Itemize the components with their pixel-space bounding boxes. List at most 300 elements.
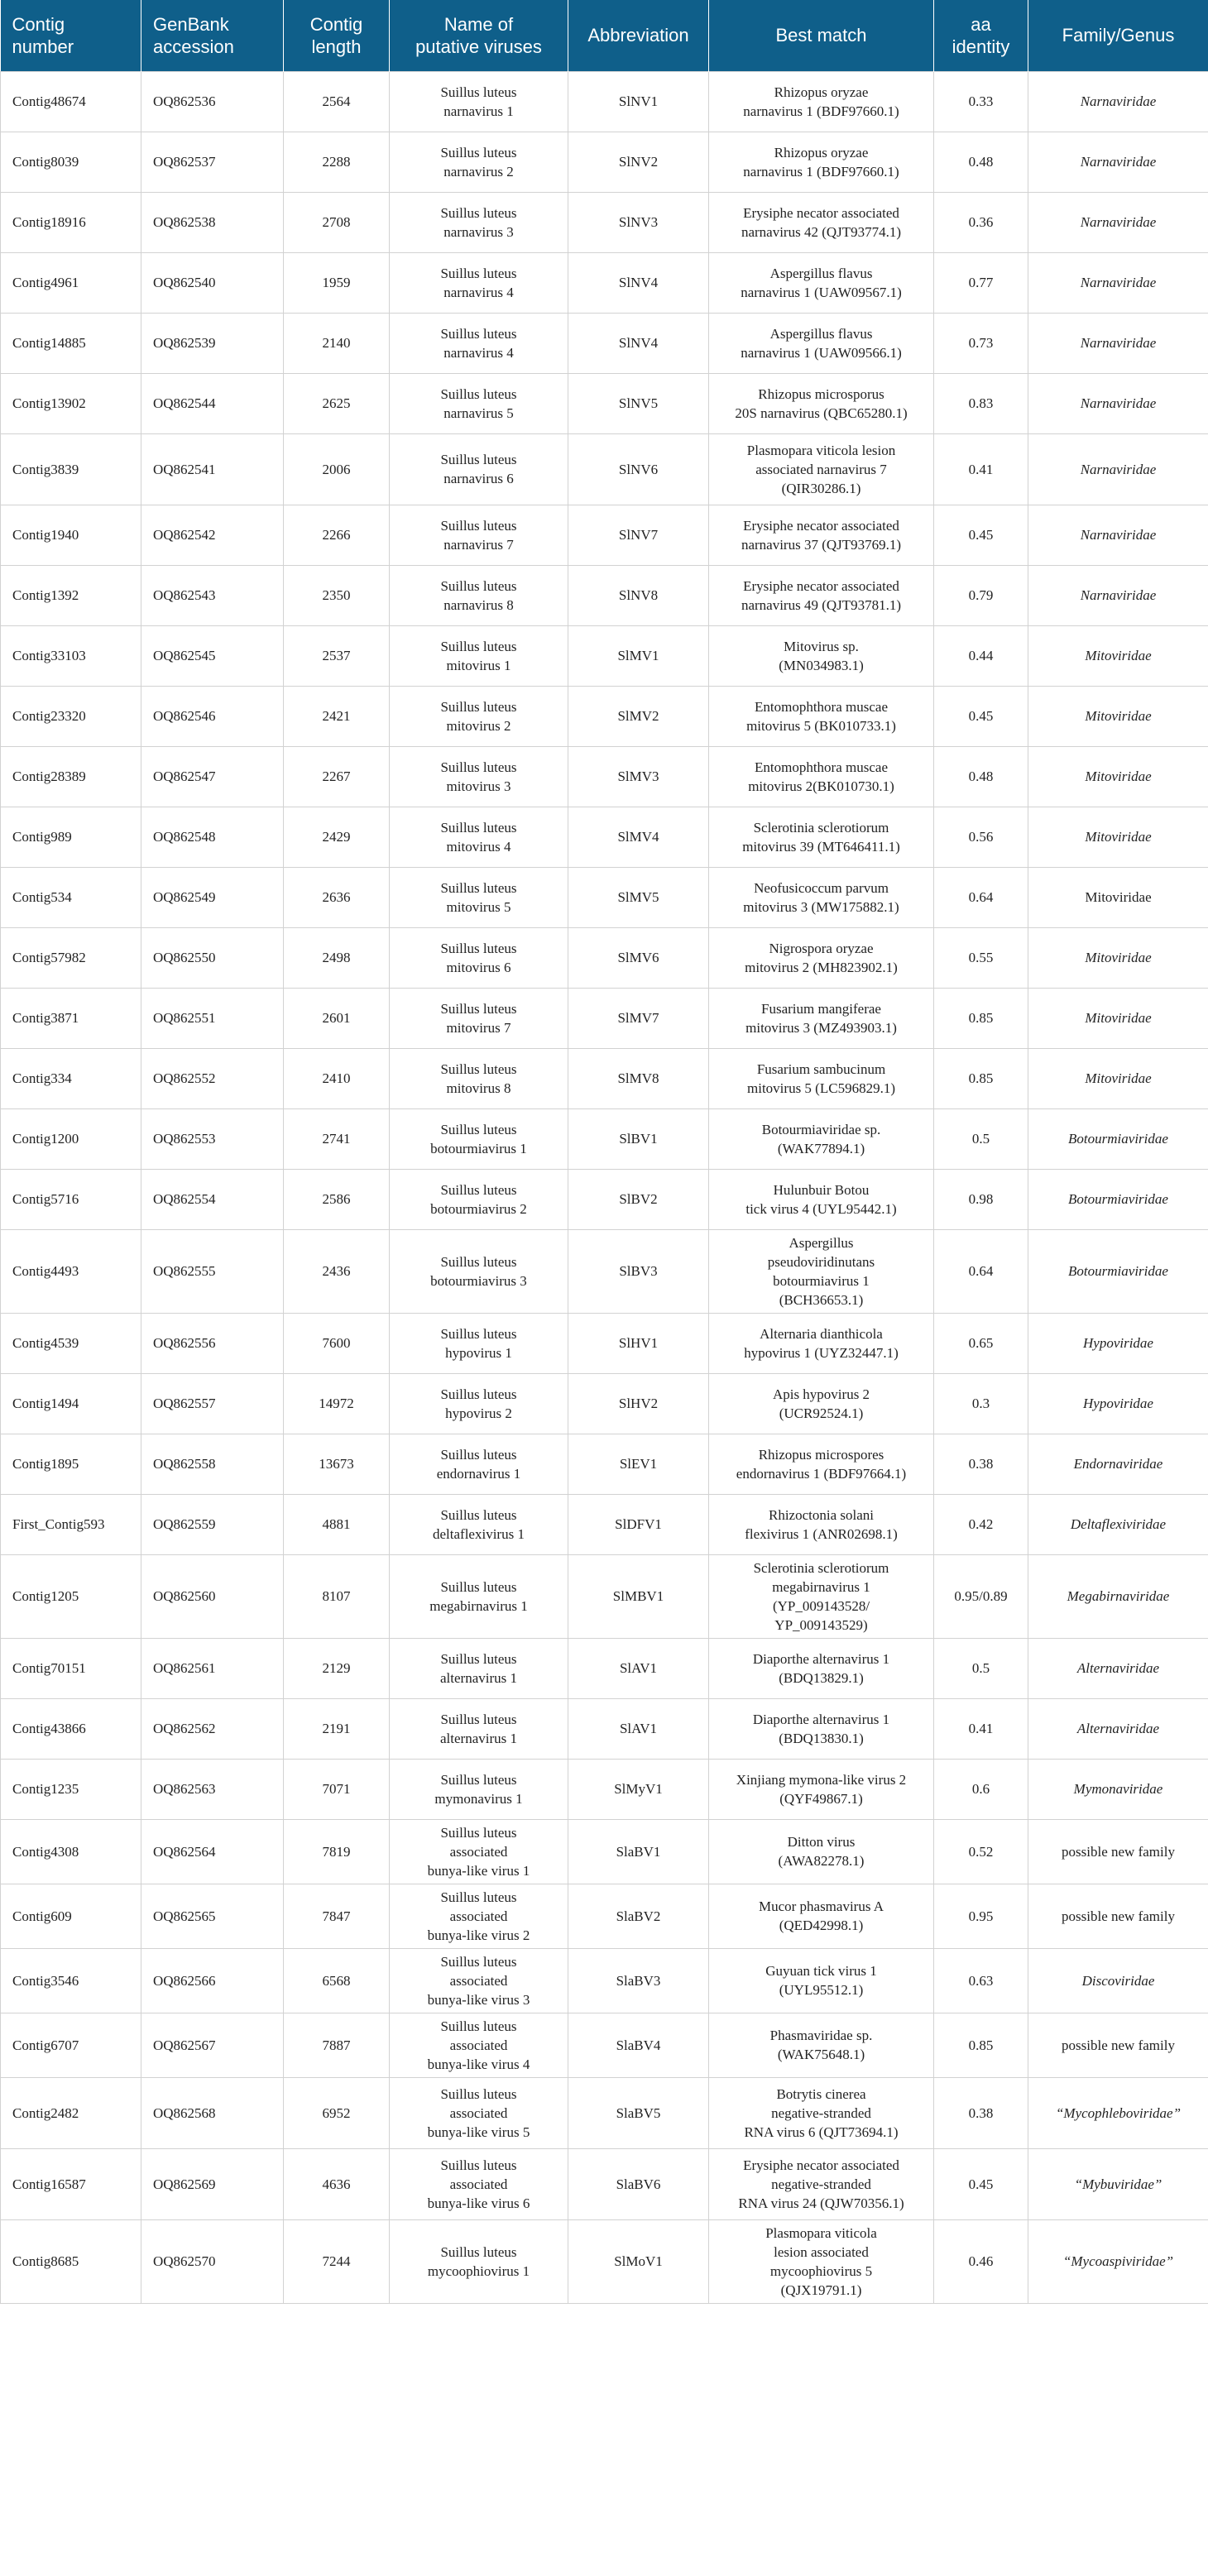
abbreviation-cell: SlNV2 xyxy=(568,132,709,192)
header-virus-name: Name of putative viruses xyxy=(390,0,568,71)
virus-name-cell: Suillus luteus megabirnavirus 1 xyxy=(390,1554,568,1638)
contig-length-cell: 2191 xyxy=(284,1698,390,1759)
virus-name-cell: Suillus luteus associated bunya-like virus 5 xyxy=(390,2077,568,2148)
table-row xyxy=(1,1373,1208,1434)
table-row xyxy=(1,867,1208,927)
abbreviation-cell: SlaBV1 xyxy=(568,1819,709,1884)
contig-length-cell: 8107 xyxy=(284,1554,390,1638)
aa-identity-cell: 0.48 xyxy=(934,746,1028,807)
best-match-cell: Erysiphe necator associated narnavirus 37 (QJT93769.1) xyxy=(709,505,934,565)
aa-identity-cell: 0.79 xyxy=(934,565,1028,625)
best-match-cell: Erysiphe necator associated narnavirus 49 (QJT93781.1) xyxy=(709,565,934,625)
best-match-cell: Rhizopus oryzae narnavirus 1 (BDF97660.1) xyxy=(709,132,934,192)
genbank-accession-cell: OQ862568 xyxy=(141,2077,284,2148)
virus-name-cell: Suillus luteus mitovirus 1 xyxy=(390,625,568,686)
genbank-accession-cell: OQ862548 xyxy=(141,807,284,867)
virus-name-cell: Suillus luteus mitovirus 4 xyxy=(390,807,568,867)
table-row xyxy=(1,1819,1208,1884)
abbreviation-cell: SlAV1 xyxy=(568,1638,709,1698)
virus-name-cell: Suillus luteus narnavirus 1 xyxy=(390,71,568,132)
table-row xyxy=(1,927,1208,988)
best-match-cell: Botourmiaviridae sp. (WAK77894.1) xyxy=(709,1108,934,1169)
virus-name-cell: Suillus luteus botourmiavirus 3 xyxy=(390,1229,568,1313)
header-family-genus: Family/Genus xyxy=(1028,0,1208,71)
best-match-cell: Aspergillus flavus narnavirus 1 (UAW09567.1) xyxy=(709,252,934,313)
family-genus-cell: possible new family xyxy=(1028,2013,1208,2077)
aa-identity-cell: 0.42 xyxy=(934,1494,1028,1554)
abbreviation-cell: SlMyV1 xyxy=(568,1759,709,1819)
contig-number-cell: Contig18916 xyxy=(1,192,141,252)
virus-name-cell: Suillus luteus associated bunya-like virus 3 xyxy=(390,1948,568,2013)
family-genus-cell: Botourmiaviridae xyxy=(1028,1229,1208,1313)
best-match-cell: Alternaria dianthicola hypovirus 1 (UYZ32447.1) xyxy=(709,1313,934,1373)
family-genus-cell: Narnaviridae xyxy=(1028,373,1208,433)
table-row xyxy=(1,807,1208,867)
best-match-cell: Sclerotinia sclerotiorum mitovirus 39 (MT646411.1) xyxy=(709,807,934,867)
genbank-accession-cell: OQ862545 xyxy=(141,625,284,686)
family-genus-cell: Mitoviridae xyxy=(1028,1048,1208,1108)
genbank-accession-cell: OQ862550 xyxy=(141,927,284,988)
table-row xyxy=(1,565,1208,625)
virus-name-cell: Suillus luteus mitovirus 7 xyxy=(390,988,568,1048)
best-match-cell: Diaporthe alternavirus 1 (BDQ13830.1) xyxy=(709,1698,934,1759)
virus-name-cell: Suillus luteus alternavirus 1 xyxy=(390,1638,568,1698)
contig-number-cell: Contig1200 xyxy=(1,1108,141,1169)
header-contig-length: Contig length xyxy=(284,0,390,71)
table-row xyxy=(1,1948,1208,2013)
abbreviation-cell: SlBV1 xyxy=(568,1108,709,1169)
best-match-cell: Plasmopara viticola lesion associated narnavirus 7 (QIR30286.1) xyxy=(709,433,934,505)
family-genus-cell: Narnaviridae xyxy=(1028,252,1208,313)
genbank-accession-cell: OQ862561 xyxy=(141,1638,284,1698)
family-genus-cell: Mitoviridae xyxy=(1028,807,1208,867)
genbank-accession-cell: OQ862542 xyxy=(141,505,284,565)
best-match-cell: Rhizopus microsporus 20S narnavirus (QBC65280.1) xyxy=(709,373,934,433)
aa-identity-cell: 0.3 xyxy=(934,1373,1028,1434)
genbank-accession-cell: OQ862565 xyxy=(141,1884,284,1948)
contig-number-cell: Contig43866 xyxy=(1,1698,141,1759)
genbank-accession-cell: OQ862558 xyxy=(141,1434,284,1494)
aa-identity-cell: 0.45 xyxy=(934,505,1028,565)
family-genus-cell: possible new family xyxy=(1028,1819,1208,1884)
abbreviation-cell: SlMV7 xyxy=(568,988,709,1048)
virus-name-cell: Suillus luteus deltaflexivirus 1 xyxy=(390,1494,568,1554)
contig-number-cell: Contig4308 xyxy=(1,1819,141,1884)
contig-length-cell: 7244 xyxy=(284,2219,390,2303)
aa-identity-cell: 0.63 xyxy=(934,1948,1028,2013)
contig-number-cell: Contig609 xyxy=(1,1884,141,1948)
aa-identity-cell: 0.64 xyxy=(934,1229,1028,1313)
contig-number-cell: Contig48674 xyxy=(1,71,141,132)
family-genus-cell: Mitoviridae xyxy=(1028,927,1208,988)
aa-identity-cell: 0.56 xyxy=(934,807,1028,867)
contig-length-cell: 2129 xyxy=(284,1638,390,1698)
virus-name-cell: Suillus luteus mycoophiovirus 1 xyxy=(390,2219,568,2303)
table-header xyxy=(1,0,1208,71)
virus-name-cell: Suillus luteus botourmiavirus 2 xyxy=(390,1169,568,1229)
contig-number-cell: Contig334 xyxy=(1,1048,141,1108)
contig-length-cell: 2586 xyxy=(284,1169,390,1229)
aa-identity-cell: 0.77 xyxy=(934,252,1028,313)
table-row xyxy=(1,2219,1208,2303)
contig-number-cell: Contig33103 xyxy=(1,625,141,686)
abbreviation-cell: SlMV4 xyxy=(568,807,709,867)
virus-name-cell: Suillus luteus mitovirus 3 xyxy=(390,746,568,807)
abbreviation-cell: SlMV1 xyxy=(568,625,709,686)
table-row xyxy=(1,1108,1208,1169)
abbreviation-cell: SlMV6 xyxy=(568,927,709,988)
virus-name-cell: Suillus luteus narnavirus 4 xyxy=(390,313,568,373)
genbank-accession-cell: OQ862541 xyxy=(141,433,284,505)
contig-length-cell: 2741 xyxy=(284,1108,390,1169)
contig-number-cell: Contig989 xyxy=(1,807,141,867)
contig-number-cell: Contig1205 xyxy=(1,1554,141,1638)
genbank-accession-cell: OQ862537 xyxy=(141,132,284,192)
family-genus-cell: Botourmiaviridae xyxy=(1028,1108,1208,1169)
contig-length-cell: 2429 xyxy=(284,807,390,867)
best-match-cell: Fusarium mangiferae mitovirus 3 (MZ493903.1) xyxy=(709,988,934,1048)
genbank-accession-cell: OQ862540 xyxy=(141,252,284,313)
best-match-cell: Erysiphe necator associated negative-stranded RNA virus 24 (QJW70356.1) xyxy=(709,2148,934,2219)
abbreviation-cell: SlNV1 xyxy=(568,71,709,132)
contig-length-cell: 2006 xyxy=(284,433,390,505)
aa-identity-cell: 0.85 xyxy=(934,988,1028,1048)
family-genus-cell: Narnaviridae xyxy=(1028,192,1208,252)
virus-name-cell: Suillus luteus narnavirus 3 xyxy=(390,192,568,252)
contig-number-cell: Contig4493 xyxy=(1,1229,141,1313)
table-row xyxy=(1,2077,1208,2148)
virus-name-cell: Suillus luteus narnavirus 4 xyxy=(390,252,568,313)
aa-identity-cell: 0.83 xyxy=(934,373,1028,433)
contig-length-cell: 2601 xyxy=(284,988,390,1048)
best-match-cell: Plasmopara viticola lesion associated mycoophiovirus 5 (QJX19791.1) xyxy=(709,2219,934,2303)
best-match-cell: Hulunbuir Botou tick virus 4 (UYL95442.1) xyxy=(709,1169,934,1229)
best-match-cell: Guyuan tick virus 1 (UYL95512.1) xyxy=(709,1948,934,2013)
family-genus-cell: Narnaviridae xyxy=(1028,433,1208,505)
genbank-accession-cell: OQ862562 xyxy=(141,1698,284,1759)
table-row xyxy=(1,1698,1208,1759)
family-genus-cell: Mymonaviridae xyxy=(1028,1759,1208,1819)
virus-name-cell: Suillus luteus mitovirus 8 xyxy=(390,1048,568,1108)
contig-number-cell: Contig1494 xyxy=(1,1373,141,1434)
contig-length-cell: 14972 xyxy=(284,1373,390,1434)
aa-identity-cell: 0.38 xyxy=(934,1434,1028,1494)
genbank-accession-cell: OQ862539 xyxy=(141,313,284,373)
contig-number-cell: Contig57982 xyxy=(1,927,141,988)
best-match-cell: Apis hypovirus 2 (UCR92524.1) xyxy=(709,1373,934,1434)
virus-name-cell: Suillus luteus alternavirus 1 xyxy=(390,1698,568,1759)
genbank-accession-cell: OQ862569 xyxy=(141,2148,284,2219)
aa-identity-cell: 0.41 xyxy=(934,1698,1028,1759)
best-match-cell: Neofusicoccum parvum mitovirus 3 (MW175882.1) xyxy=(709,867,934,927)
contig-length-cell: 4636 xyxy=(284,2148,390,2219)
aa-identity-cell: 0.5 xyxy=(934,1108,1028,1169)
contig-length-cell: 6952 xyxy=(284,2077,390,2148)
contig-number-cell: Contig4961 xyxy=(1,252,141,313)
best-match-cell: Entomophthora muscae mitovirus 5 (BK010733.1) xyxy=(709,686,934,746)
aa-identity-cell: 0.33 xyxy=(934,71,1028,132)
contig-length-cell: 13673 xyxy=(284,1434,390,1494)
contig-number-cell: Contig1895 xyxy=(1,1434,141,1494)
genbank-accession-cell: OQ862567 xyxy=(141,2013,284,2077)
contig-length-cell: 2421 xyxy=(284,686,390,746)
genbank-accession-cell: OQ862563 xyxy=(141,1759,284,1819)
genbank-accession-cell: OQ862552 xyxy=(141,1048,284,1108)
genbank-accession-cell: OQ862551 xyxy=(141,988,284,1048)
best-match-cell: Mucor phasmavirus A (QED42998.1) xyxy=(709,1884,934,1948)
best-match-cell: Mitovirus sp. (MN034983.1) xyxy=(709,625,934,686)
aa-identity-cell: 0.64 xyxy=(934,867,1028,927)
abbreviation-cell: SlNV8 xyxy=(568,565,709,625)
contig-length-cell: 7600 xyxy=(284,1313,390,1373)
family-genus-cell: “Mybuviridae” xyxy=(1028,2148,1208,2219)
aa-identity-cell: 0.36 xyxy=(934,192,1028,252)
virus-name-cell: Suillus luteus narnavirus 2 xyxy=(390,132,568,192)
table-row xyxy=(1,1048,1208,1108)
contig-length-cell: 1959 xyxy=(284,252,390,313)
aa-identity-cell: 0.95/0.89 xyxy=(934,1554,1028,1638)
best-match-cell: Phasmaviridae sp. (WAK75648.1) xyxy=(709,2013,934,2077)
best-match-cell: Erysiphe necator associated narnavirus 42 (QJT93774.1) xyxy=(709,192,934,252)
aa-identity-cell: 0.55 xyxy=(934,927,1028,988)
contig-number-cell: Contig13902 xyxy=(1,373,141,433)
family-genus-cell: Discoviridae xyxy=(1028,1948,1208,2013)
table-row xyxy=(1,433,1208,505)
virus-name-cell: Suillus luteus hypovirus 2 xyxy=(390,1373,568,1434)
table-body xyxy=(1,71,1208,2303)
abbreviation-cell: SlMV8 xyxy=(568,1048,709,1108)
contig-length-cell: 2625 xyxy=(284,373,390,433)
abbreviation-cell: SlMV3 xyxy=(568,746,709,807)
aa-identity-cell: 0.5 xyxy=(934,1638,1028,1698)
contig-length-cell: 2708 xyxy=(284,192,390,252)
contig-number-cell: Contig6707 xyxy=(1,2013,141,2077)
contig-number-cell: Contig1235 xyxy=(1,1759,141,1819)
family-genus-cell: Hypoviridae xyxy=(1028,1313,1208,1373)
table-row xyxy=(1,2013,1208,2077)
contig-number-cell: Contig3839 xyxy=(1,433,141,505)
table-row xyxy=(1,313,1208,373)
virus-name-cell: Suillus luteus associated bunya-like virus 4 xyxy=(390,2013,568,2077)
genbank-accession-cell: OQ862554 xyxy=(141,1169,284,1229)
family-genus-cell: Endornaviridae xyxy=(1028,1434,1208,1494)
best-match-cell: Rhizoctonia solani flexivirus 1 (ANR02698.1) xyxy=(709,1494,934,1554)
family-genus-cell: “Mycoaspiviridae” xyxy=(1028,2219,1208,2303)
genbank-accession-cell: OQ862556 xyxy=(141,1313,284,1373)
best-match-cell: Diaporthe alternavirus 1 (BDQ13829.1) xyxy=(709,1638,934,1698)
abbreviation-cell: SlAV1 xyxy=(568,1698,709,1759)
contig-number-cell: Contig28389 xyxy=(1,746,141,807)
best-match-cell: Fusarium sambucinum mitovirus 5 (LC596829.1) xyxy=(709,1048,934,1108)
contig-length-cell: 4881 xyxy=(284,1494,390,1554)
contig-length-cell: 2436 xyxy=(284,1229,390,1313)
aa-identity-cell: 0.95 xyxy=(934,1884,1028,1948)
family-genus-cell: Mitoviridae xyxy=(1028,686,1208,746)
abbreviation-cell: SlEV1 xyxy=(568,1434,709,1494)
contig-length-cell: 2498 xyxy=(284,927,390,988)
contig-length-cell: 2288 xyxy=(284,132,390,192)
table-row xyxy=(1,746,1208,807)
genbank-accession-cell: OQ862557 xyxy=(141,1373,284,1434)
contig-number-cell: Contig8039 xyxy=(1,132,141,192)
virus-name-cell: Suillus luteus hypovirus 1 xyxy=(390,1313,568,1373)
aa-identity-cell: 0.41 xyxy=(934,433,1028,505)
family-genus-cell: Mitoviridae xyxy=(1028,746,1208,807)
virus-name-cell: Suillus luteus mitovirus 5 xyxy=(390,867,568,927)
abbreviation-cell: SlaBV5 xyxy=(568,2077,709,2148)
contig-length-cell: 2564 xyxy=(284,71,390,132)
genbank-accession-cell: OQ862570 xyxy=(141,2219,284,2303)
abbreviation-cell: SlNV7 xyxy=(568,505,709,565)
aa-identity-cell: 0.45 xyxy=(934,686,1028,746)
aa-identity-cell: 0.6 xyxy=(934,1759,1028,1819)
virus-name-cell: Suillus luteus mitovirus 6 xyxy=(390,927,568,988)
abbreviation-cell: SlNV4 xyxy=(568,252,709,313)
contig-length-cell: 2140 xyxy=(284,313,390,373)
contig-number-cell: Contig1392 xyxy=(1,565,141,625)
family-genus-cell: Narnaviridae xyxy=(1028,313,1208,373)
abbreviation-cell: SlHV1 xyxy=(568,1313,709,1373)
contig-number-cell: Contig4539 xyxy=(1,1313,141,1373)
contig-number-cell: Contig5716 xyxy=(1,1169,141,1229)
table-row xyxy=(1,625,1208,686)
contig-length-cell: 2350 xyxy=(284,565,390,625)
contig-length-cell: 2410 xyxy=(284,1048,390,1108)
table-row xyxy=(1,1434,1208,1494)
header-row xyxy=(1,0,1208,71)
abbreviation-cell: SlaBV3 xyxy=(568,1948,709,2013)
abbreviation-cell: SlNV4 xyxy=(568,313,709,373)
table-row xyxy=(1,1313,1208,1373)
genbank-accession-cell: OQ862560 xyxy=(141,1554,284,1638)
contig-number-cell: Contig70151 xyxy=(1,1638,141,1698)
virus-name-cell: Suillus luteus associated bunya-like virus 2 xyxy=(390,1884,568,1948)
abbreviation-cell: SlNV6 xyxy=(568,433,709,505)
family-genus-cell: Narnaviridae xyxy=(1028,565,1208,625)
contig-length-cell: 2537 xyxy=(284,625,390,686)
table-row xyxy=(1,988,1208,1048)
genbank-accession-cell: OQ862536 xyxy=(141,71,284,132)
genbank-accession-cell: OQ862546 xyxy=(141,686,284,746)
aa-identity-cell: 0.65 xyxy=(934,1313,1028,1373)
contig-number-cell: Contig23320 xyxy=(1,686,141,746)
family-genus-cell: Mitoviridae xyxy=(1028,988,1208,1048)
family-genus-cell: possible new family xyxy=(1028,1884,1208,1948)
family-genus-cell: Narnaviridae xyxy=(1028,505,1208,565)
family-genus-cell: Alternaviridae xyxy=(1028,1698,1208,1759)
virus-name-cell: Suillus luteus endornavirus 1 xyxy=(390,1434,568,1494)
contig-length-cell: 2267 xyxy=(284,746,390,807)
genbank-accession-cell: OQ862566 xyxy=(141,1948,284,2013)
aa-identity-cell: 0.52 xyxy=(934,1819,1028,1884)
table-row xyxy=(1,1494,1208,1554)
genbank-accession-cell: OQ862549 xyxy=(141,867,284,927)
abbreviation-cell: SlaBV6 xyxy=(568,2148,709,2219)
abbreviation-cell: SlaBV2 xyxy=(568,1884,709,1948)
family-genus-cell: Mitoviridae xyxy=(1028,867,1208,927)
header-genbank-accession: GenBank accession xyxy=(141,0,284,71)
contig-number-cell: Contig16587 xyxy=(1,2148,141,2219)
table-row xyxy=(1,1759,1208,1819)
best-match-cell: Entomophthora muscae mitovirus 2(BK010730.1) xyxy=(709,746,934,807)
table-row xyxy=(1,505,1208,565)
table-row xyxy=(1,1554,1208,1638)
contig-number-cell: Contig1940 xyxy=(1,505,141,565)
contig-number-cell: Contig2482 xyxy=(1,2077,141,2148)
virus-name-cell: Suillus luteus associated bunya-like virus 6 xyxy=(390,2148,568,2219)
table-row xyxy=(1,252,1208,313)
genbank-accession-cell: OQ862559 xyxy=(141,1494,284,1554)
genbank-accession-cell: OQ862553 xyxy=(141,1108,284,1169)
family-genus-cell: Deltaflexiviridae xyxy=(1028,1494,1208,1554)
contig-length-cell: 7071 xyxy=(284,1759,390,1819)
abbreviation-cell: SlMBV1 xyxy=(568,1554,709,1638)
table-row xyxy=(1,192,1208,252)
virus-name-cell: Suillus luteus mymonavirus 1 xyxy=(390,1759,568,1819)
best-match-cell: Xinjiang mymona-like virus 2 (QYF49867.1) xyxy=(709,1759,934,1819)
abbreviation-cell: SlMoV1 xyxy=(568,2219,709,2303)
virus-name-cell: Suillus luteus narnavirus 6 xyxy=(390,433,568,505)
best-match-cell: Ditton virus (AWA82278.1) xyxy=(709,1819,934,1884)
aa-identity-cell: 0.98 xyxy=(934,1169,1028,1229)
contig-length-cell: 2266 xyxy=(284,505,390,565)
contig-number-cell: Contig8685 xyxy=(1,2219,141,2303)
aa-identity-cell: 0.46 xyxy=(934,2219,1028,2303)
abbreviation-cell: SlMV5 xyxy=(568,867,709,927)
abbreviation-cell: SlHV2 xyxy=(568,1373,709,1434)
contig-length-cell: 2636 xyxy=(284,867,390,927)
best-match-cell: Nigrospora oryzae mitovirus 2 (MH823902.1) xyxy=(709,927,934,988)
header-best-match: Best match xyxy=(709,0,934,71)
contig-number-cell: Contig534 xyxy=(1,867,141,927)
table-row xyxy=(1,1229,1208,1313)
aa-identity-cell: 0.44 xyxy=(934,625,1028,686)
family-genus-cell: Botourmiaviridae xyxy=(1028,1169,1208,1229)
aa-identity-cell: 0.85 xyxy=(934,1048,1028,1108)
table-row xyxy=(1,1884,1208,1948)
best-match-cell: Aspergillus pseudoviridinutans botourmiavirus 1 (BCH36653.1) xyxy=(709,1229,934,1313)
contig-length-cell: 7819 xyxy=(284,1819,390,1884)
family-genus-cell: Mitoviridae xyxy=(1028,625,1208,686)
contig-number-cell: Contig3546 xyxy=(1,1948,141,2013)
genbank-accession-cell: OQ862544 xyxy=(141,373,284,433)
aa-identity-cell: 0.73 xyxy=(934,313,1028,373)
virus-name-cell: Suillus luteus narnavirus 7 xyxy=(390,505,568,565)
table-row xyxy=(1,71,1208,132)
best-match-cell: Sclerotinia sclerotiorum megabirnavirus 1 (YP_009143528/ YP_009143529) xyxy=(709,1554,934,1638)
family-genus-cell: Narnaviridae xyxy=(1028,132,1208,192)
table-row xyxy=(1,373,1208,433)
abbreviation-cell: SlDFV1 xyxy=(568,1494,709,1554)
virus-name-cell: Suillus luteus narnavirus 5 xyxy=(390,373,568,433)
aa-identity-cell: 0.45 xyxy=(934,2148,1028,2219)
virus-name-cell: Suillus luteus botourmiavirus 1 xyxy=(390,1108,568,1169)
virus-name-cell: Suillus luteus narnavirus 8 xyxy=(390,565,568,625)
contig-length-cell: 7847 xyxy=(284,1884,390,1948)
table-row xyxy=(1,1169,1208,1229)
genbank-accession-cell: OQ862538 xyxy=(141,192,284,252)
contig-number-cell: First_Contig593 xyxy=(1,1494,141,1554)
aa-identity-cell: 0.48 xyxy=(934,132,1028,192)
genbank-accession-cell: OQ862547 xyxy=(141,746,284,807)
abbreviation-cell: SlaBV4 xyxy=(568,2013,709,2077)
abbreviation-cell: SlBV2 xyxy=(568,1169,709,1229)
virus-name-cell: Suillus luteus mitovirus 2 xyxy=(390,686,568,746)
best-match-cell: Aspergillus flavus narnavirus 1 (UAW09566.1) xyxy=(709,313,934,373)
genbank-accession-cell: OQ862555 xyxy=(141,1229,284,1313)
table-row xyxy=(1,132,1208,192)
genbank-accession-cell: OQ862543 xyxy=(141,565,284,625)
